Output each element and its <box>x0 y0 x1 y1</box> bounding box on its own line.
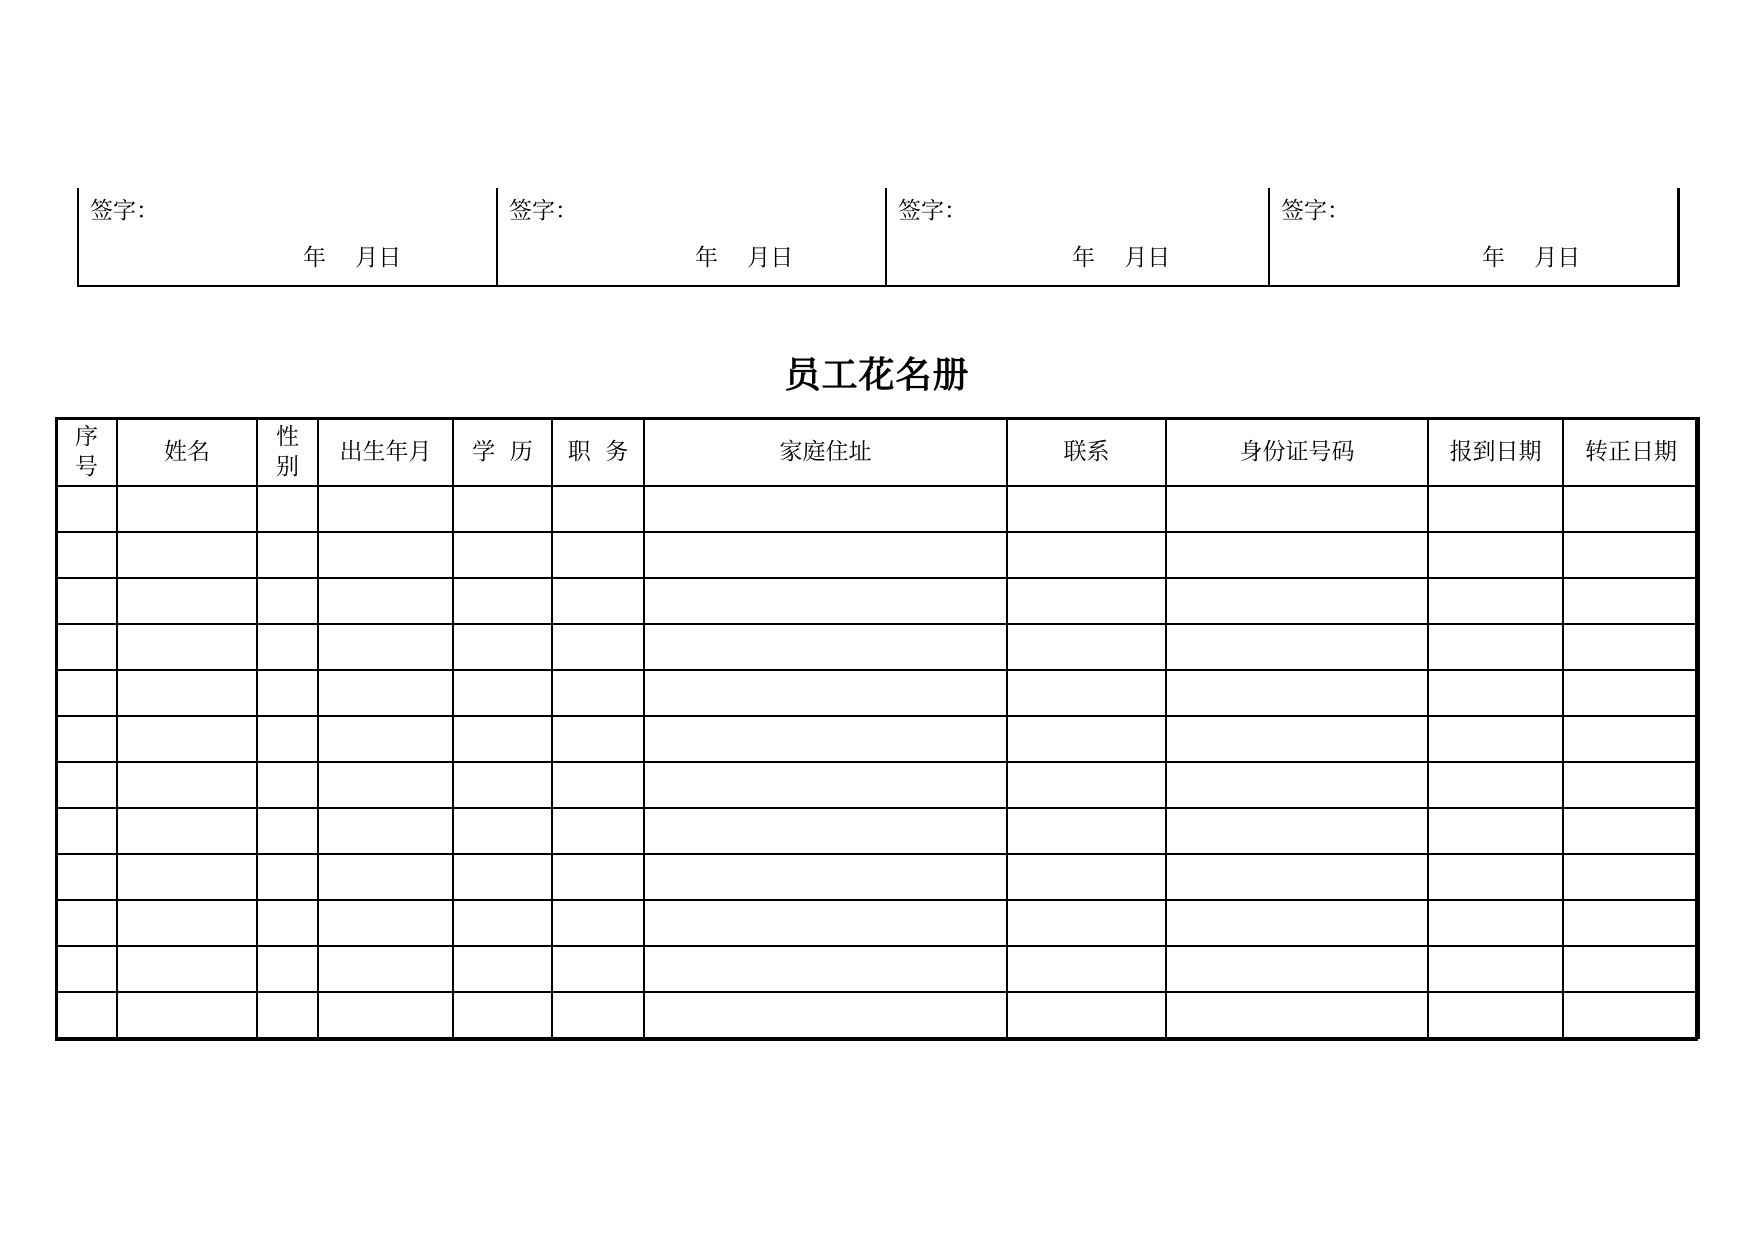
table-cell[interactable] <box>1428 716 1563 762</box>
table-cell[interactable] <box>644 578 1007 624</box>
table-cell[interactable] <box>1007 946 1166 992</box>
signature-label: 签字： <box>90 198 159 224</box>
column-header-report-date: 报到日期 <box>1428 418 1563 486</box>
table-cell[interactable] <box>1563 624 1699 670</box>
table-cell[interactable] <box>117 762 257 808</box>
table-cell[interactable] <box>552 900 644 946</box>
table-cell[interactable] <box>1428 946 1563 992</box>
table-cell[interactable] <box>257 992 318 1038</box>
table-cell[interactable] <box>117 808 257 854</box>
table-row <box>56 578 1699 624</box>
table-cell[interactable] <box>318 992 453 1038</box>
table-cell[interactable] <box>117 532 257 578</box>
table-cell[interactable] <box>117 578 257 624</box>
table-cell[interactable] <box>56 992 117 1038</box>
table-cell[interactable] <box>117 486 257 532</box>
table-cell[interactable] <box>1428 762 1563 808</box>
table-cell[interactable] <box>257 946 318 992</box>
table-cell[interactable] <box>453 716 552 762</box>
table-cell[interactable] <box>257 716 318 762</box>
table-row <box>56 486 1699 532</box>
table-cell[interactable] <box>1007 716 1166 762</box>
table-cell[interactable] <box>552 624 644 670</box>
table-cell[interactable] <box>552 670 644 716</box>
table-cell[interactable] <box>1428 624 1563 670</box>
table-cell[interactable] <box>257 532 318 578</box>
table-cell[interactable] <box>552 578 644 624</box>
table-cell[interactable] <box>257 900 318 946</box>
table-cell[interactable] <box>453 578 552 624</box>
table-cell[interactable] <box>318 670 453 716</box>
table-cell[interactable] <box>453 854 552 900</box>
table-row <box>56 762 1699 808</box>
table-cell[interactable] <box>1007 762 1166 808</box>
table-cell[interactable] <box>56 808 117 854</box>
table-cell[interactable] <box>257 670 318 716</box>
column-header-education: 学 历 <box>453 418 552 486</box>
table-cell[interactable] <box>1007 900 1166 946</box>
table-row <box>56 532 1699 578</box>
table-cell[interactable] <box>644 762 1007 808</box>
table-cell[interactable] <box>552 716 644 762</box>
table-cell[interactable] <box>552 808 644 854</box>
table-cell[interactable] <box>1428 578 1563 624</box>
page-title: 员工花名册 <box>784 355 970 396</box>
table-cell[interactable] <box>117 716 257 762</box>
table-cell[interactable] <box>1007 670 1166 716</box>
table-cell[interactable] <box>1166 624 1428 670</box>
table-row <box>56 624 1699 670</box>
table-cell[interactable] <box>453 992 552 1038</box>
table-cell[interactable] <box>1428 854 1563 900</box>
table-cell[interactable] <box>1428 670 1563 716</box>
table-cell[interactable] <box>453 532 552 578</box>
table-cell[interactable] <box>56 946 117 992</box>
table-row <box>56 808 1699 854</box>
table-cell[interactable] <box>257 808 318 854</box>
column-header-index: 序 号 <box>56 418 117 486</box>
table-cell[interactable] <box>1563 946 1699 992</box>
table-cell[interactable] <box>552 762 644 808</box>
column-header-position: 职 务 <box>552 418 644 486</box>
table-cell[interactable] <box>644 900 1007 946</box>
table-cell[interactable] <box>1563 900 1699 946</box>
table-cell[interactable] <box>1007 992 1166 1038</box>
table-cell[interactable] <box>1166 716 1428 762</box>
table-cell[interactable] <box>453 486 552 532</box>
table-cell[interactable] <box>453 946 552 992</box>
table-cell[interactable] <box>453 762 552 808</box>
signature-cell <box>887 188 1270 285</box>
table-cell[interactable] <box>318 946 453 992</box>
table-cell[interactable] <box>644 808 1007 854</box>
column-header-contact: 联系 <box>1007 418 1166 486</box>
table-cell[interactable] <box>257 624 318 670</box>
column-header-id-number: 身份证号码 <box>1166 418 1428 486</box>
table-cell[interactable] <box>552 854 644 900</box>
table-cell[interactable] <box>453 624 552 670</box>
table-cell[interactable] <box>56 854 117 900</box>
table-cell[interactable] <box>1563 762 1699 808</box>
table-cell[interactable] <box>1563 670 1699 716</box>
column-header-confirm-date: 转正日期 <box>1563 418 1699 486</box>
table-cell[interactable] <box>1007 808 1166 854</box>
table-row <box>56 716 1699 762</box>
table-cell[interactable] <box>644 486 1007 532</box>
table-cell[interactable] <box>453 808 552 854</box>
signature-cell <box>79 188 498 285</box>
table-cell[interactable] <box>1166 946 1428 992</box>
table-cell[interactable] <box>1166 762 1428 808</box>
table-cell[interactable] <box>1007 532 1166 578</box>
header-row <box>56 418 1699 486</box>
signature-date: 年 月日 <box>695 245 794 271</box>
roster-body <box>56 486 1699 1038</box>
table-cell[interactable] <box>1563 716 1699 762</box>
table-cell[interactable] <box>56 900 117 946</box>
table-cell[interactable] <box>1563 808 1699 854</box>
table-cell[interactable] <box>1007 624 1166 670</box>
table-cell[interactable] <box>1166 854 1428 900</box>
table-cell[interactable] <box>318 900 453 946</box>
table-cell[interactable] <box>1563 532 1699 578</box>
table-cell[interactable] <box>1166 808 1428 854</box>
table-cell[interactable] <box>1563 854 1699 900</box>
table-cell[interactable] <box>1563 992 1699 1038</box>
table-cell[interactable] <box>318 578 453 624</box>
table-cell[interactable] <box>1166 670 1428 716</box>
table-cell[interactable] <box>1428 992 1563 1038</box>
signature-date: 年 月日 <box>303 245 402 271</box>
table-cell[interactable] <box>257 854 318 900</box>
table-cell[interactable] <box>453 900 552 946</box>
roster-table <box>55 417 1700 1039</box>
table-cell[interactable] <box>1563 486 1699 532</box>
table-cell[interactable] <box>257 486 318 532</box>
table-cell[interactable] <box>552 992 644 1038</box>
table-cell[interactable] <box>1007 486 1166 532</box>
table-cell[interactable] <box>1007 854 1166 900</box>
table-cell[interactable] <box>1166 532 1428 578</box>
table-cell[interactable] <box>552 486 644 532</box>
table-cell[interactable] <box>318 854 453 900</box>
table-cell[interactable] <box>644 716 1007 762</box>
table-cell[interactable] <box>56 716 117 762</box>
table-cell[interactable] <box>56 670 117 716</box>
table-cell[interactable] <box>644 670 1007 716</box>
table-cell[interactable] <box>56 532 117 578</box>
table-cell[interactable] <box>644 532 1007 578</box>
table-cell[interactable] <box>1166 992 1428 1038</box>
table-cell[interactable] <box>56 762 117 808</box>
signature-label: 签字： <box>898 198 967 224</box>
table-row <box>56 670 1699 716</box>
table-cell[interactable] <box>56 486 117 532</box>
table-cell[interactable] <box>644 992 1007 1038</box>
table-cell[interactable] <box>117 854 257 900</box>
table-row <box>56 854 1699 900</box>
column-header-birth: 出生年月 <box>318 418 453 486</box>
table-cell[interactable] <box>552 946 644 992</box>
table-cell[interactable] <box>318 532 453 578</box>
table-cell[interactable] <box>1563 578 1699 624</box>
table-cell[interactable] <box>318 486 453 532</box>
column-header-address: 家庭住址 <box>644 418 1007 486</box>
table-cell[interactable] <box>257 578 318 624</box>
table-row <box>56 946 1699 992</box>
table-cell[interactable] <box>1428 486 1563 532</box>
table-cell[interactable] <box>453 670 552 716</box>
table-cell[interactable] <box>1166 900 1428 946</box>
table-cell[interactable] <box>1166 486 1428 532</box>
signature-cell <box>498 188 887 285</box>
table-cell[interactable] <box>644 946 1007 992</box>
table-row <box>56 992 1699 1038</box>
table-cell[interactable] <box>552 532 644 578</box>
table-cell[interactable] <box>117 624 257 670</box>
table-cell[interactable] <box>1166 578 1428 624</box>
table-cell[interactable] <box>318 762 453 808</box>
signature-strip <box>77 188 1680 287</box>
table-cell[interactable] <box>318 716 453 762</box>
table-cell[interactable] <box>1007 578 1166 624</box>
table-cell[interactable] <box>117 992 257 1038</box>
signature-label: 签字： <box>1281 198 1350 224</box>
table-cell[interactable] <box>1428 808 1563 854</box>
table-cell[interactable] <box>644 854 1007 900</box>
signature-cell <box>1270 188 1677 285</box>
table-cell[interactable] <box>1428 532 1563 578</box>
column-header-name: 姓名 <box>117 418 257 486</box>
signature-date: 年 月日 <box>1072 245 1171 271</box>
table-cell[interactable] <box>56 578 117 624</box>
table-cell[interactable] <box>1428 900 1563 946</box>
table-cell[interactable] <box>117 900 257 946</box>
signature-date: 年 月日 <box>1482 245 1581 271</box>
column-header-gender: 性 别 <box>257 418 318 486</box>
signature-label: 签字： <box>509 198 578 224</box>
table-cell[interactable] <box>117 946 257 992</box>
table-row <box>56 900 1699 946</box>
table-cell[interactable] <box>318 808 453 854</box>
table-cell[interactable] <box>56 624 117 670</box>
table-cell[interactable] <box>257 762 318 808</box>
table-cell[interactable] <box>318 624 453 670</box>
table-cell[interactable] <box>117 670 257 716</box>
table-cell[interactable] <box>644 624 1007 670</box>
